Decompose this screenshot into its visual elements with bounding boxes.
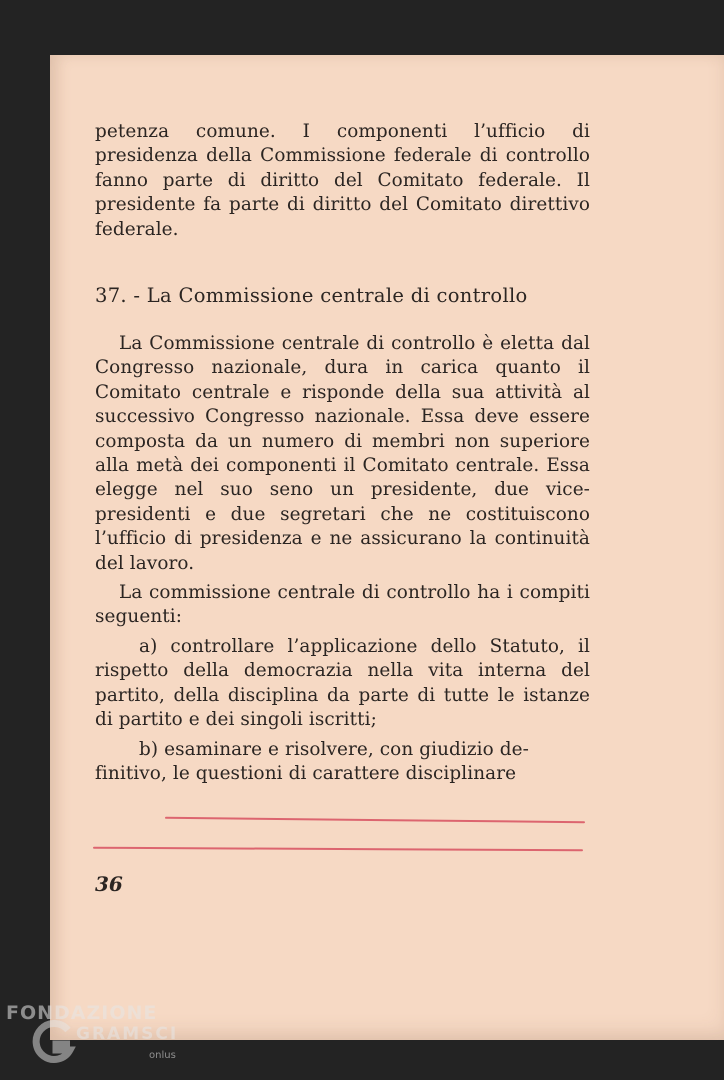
paragraph-2: La commissione centrale di controllo ha i compiti seguenti: <box>95 582 590 628</box>
item-b-line-1: b) esaminare e risolvere, con giudizio de- <box>139 738 529 760</box>
watermark-line-1: FONDAZIONE <box>6 1002 158 1024</box>
paragraph-1: La Commissione centrale di controllo è eletta dal Congresso nazionale, dura in carica quanto il Comitato centrale e risponde della sua attività al successivo Congresso nazionale. Essa deve essere composta da un numero di membri non superiore alla metà dei componenti il Comitato centrale. Essa elegge nel suo seno un presidente, due vice-presidenti e due segretari che ne costituiscono l’ufficio di presidenza e ne assicurano la continuità del lavoro. <box>95 333 590 574</box>
section-heading: 37. - La Commissione centrale di controllo <box>95 284 528 307</box>
continuation-paragraph <box>95 120 590 242</box>
item-a: a) controllare l’applicazione dello Statuto, il rispetto della democrazia nella vita interna del partito, della disciplina da parte di tutte le istanze di partito e dei singoli iscritti; <box>95 635 590 731</box>
section-body <box>95 332 590 791</box>
watermark-line-2: GRAMSCI <box>76 1024 179 1044</box>
fondazione-gramsci-watermark <box>6 998 206 1070</box>
watermark-line-3: onlus <box>149 1050 176 1061</box>
gramsci-logo-icon <box>32 1020 76 1066</box>
continuation-text: petenza comune. I componenti l’ufficio di presidenza della Commissione federale di controllo fanno parte di diritto del Comitato federale. Il presidente fa parte di diritto del Comitato direttivo federale. <box>95 121 590 240</box>
page-number: 36 <box>95 872 123 896</box>
item-b-line-2: finitivo, le questioni di carattere disciplinare <box>95 762 517 784</box>
